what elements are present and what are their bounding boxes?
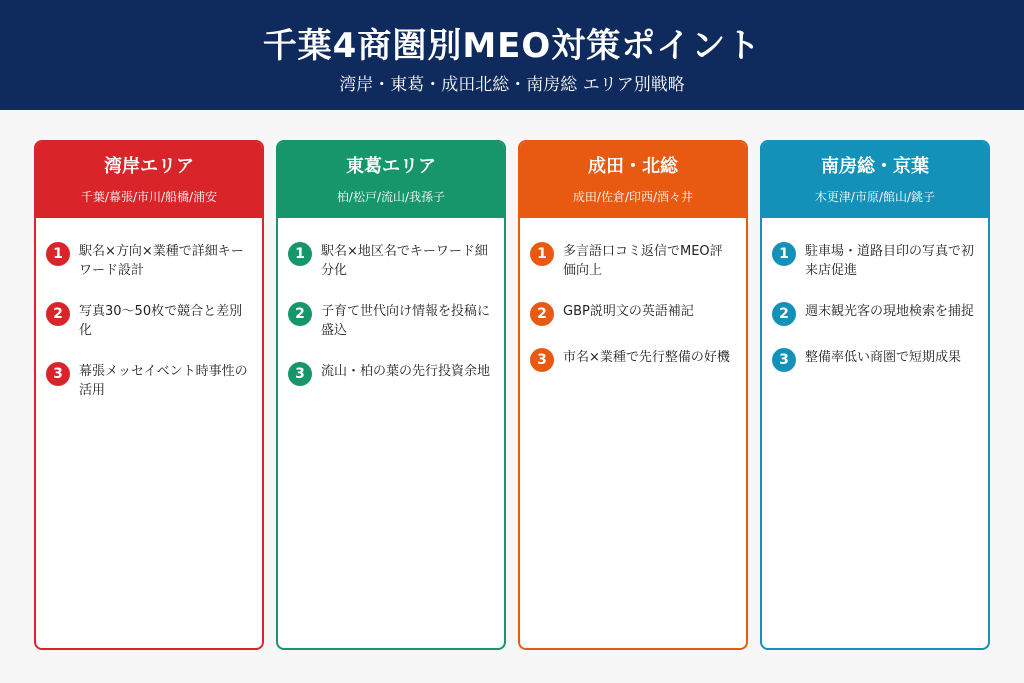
number-badge: 3 <box>772 348 796 372</box>
point-list <box>278 218 504 386</box>
point-text: 市名×業種で先行整備の好機 <box>563 350 730 365</box>
area-card-wangan <box>34 140 264 650</box>
number-badge: 1 <box>772 242 796 266</box>
area-card-narita-hokuso <box>518 140 748 650</box>
point-text: 整備率低い商圏で短期成果 <box>805 350 962 365</box>
point-item <box>772 242 976 280</box>
point-item <box>530 348 734 372</box>
card-cities: 柏/松戸/流山/我孫子 <box>336 190 446 204</box>
point-list <box>520 218 746 372</box>
card-cities: 木更津/市原/館山/銚子 <box>814 190 936 204</box>
number-badge: 3 <box>46 362 70 386</box>
card-cities: 千葉/幕張/市川/船橋/浦安 <box>80 190 218 204</box>
card-header <box>520 142 746 218</box>
point-item <box>46 362 250 400</box>
number-badge: 3 <box>530 348 554 372</box>
number-badge: 2 <box>772 302 796 326</box>
page-subtitle: 湾岸・東葛・成田北総・南房総 エリア別戦略 <box>339 75 685 95</box>
point-item <box>288 242 492 280</box>
card-header <box>278 142 504 218</box>
card-cities: 成田/佐倉/印西/酒々井 <box>572 190 694 204</box>
point-item <box>288 302 492 340</box>
point-text: 駅名×地区名でキーワード細分化 <box>321 244 488 278</box>
point-text: 子育て世代向け情報を投稿に盛込 <box>321 304 491 338</box>
point-text: 流山・柏の葉の先行投資余地 <box>321 364 491 379</box>
point-item <box>772 302 976 326</box>
number-badge: 3 <box>288 362 312 386</box>
point-list <box>36 218 262 400</box>
card-title: 東葛エリア <box>346 156 436 177</box>
number-badge: 2 <box>46 302 70 326</box>
card-header <box>36 142 262 218</box>
number-badge: 1 <box>530 242 554 266</box>
point-item <box>530 302 734 326</box>
point-text: 駅名×方向×業種で詳細キーワード設計 <box>79 244 244 278</box>
point-item <box>46 242 250 280</box>
card-title: 成田・北総 <box>588 156 678 177</box>
point-text: 週末観光客の現地検索を捕捉 <box>805 304 975 319</box>
number-badge: 1 <box>288 242 312 266</box>
header-banner <box>0 0 1024 110</box>
point-item <box>530 242 734 280</box>
point-text: 写真30〜50枚で競合と差別化 <box>79 304 243 338</box>
point-item <box>46 302 250 340</box>
point-text: 多言語口コミ返信でMEO評価向上 <box>563 244 723 278</box>
point-item <box>772 348 976 372</box>
page-title: 千葉4商圏別MEO対策ポイント <box>262 26 762 66</box>
point-text: 幕張メッセイベント時事性の活用 <box>79 364 248 398</box>
card-title: 南房総・京葉 <box>821 156 929 177</box>
number-badge: 2 <box>288 302 312 326</box>
area-card-toukatsu <box>276 140 506 650</box>
area-card-minamiboso <box>760 140 990 650</box>
point-list <box>762 218 988 372</box>
point-item <box>288 362 492 386</box>
point-text: 駐車場・道路目印の写真で初来店促進 <box>805 244 975 278</box>
point-text: GBP説明文の英語補記 <box>563 304 694 319</box>
number-badge: 2 <box>530 302 554 326</box>
card-title: 湾岸エリア <box>104 156 194 177</box>
number-badge: 1 <box>46 242 70 266</box>
card-header <box>762 142 988 218</box>
